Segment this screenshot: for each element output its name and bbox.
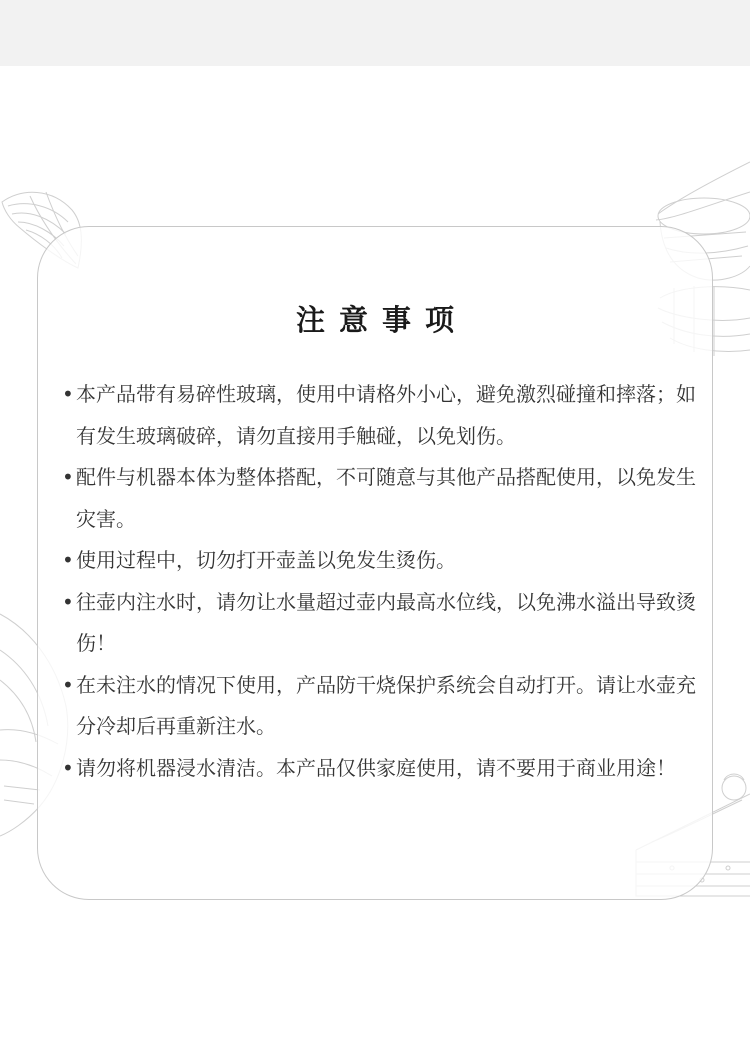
notice-item (62, 748, 698, 790)
notice-text: 本产品带有易碎性玻璃，使用中请格外小心，避免激烈碰撞和摔落；如有发生玻璃破碎，请勿直接用手触碰，以免划伤。 (76, 382, 696, 448)
notice-text: 请勿将机器浸水清洁。本产品仅供家庭使用，请不要用于商业用途！ (76, 755, 676, 780)
bullet-icon: • (62, 589, 74, 614)
bullet-icon: • (62, 382, 74, 406)
notice-text: 往壶内注水时，请勿让水量超过壶内最高水位线，以免沸水溢出导致烫伤！ (76, 589, 696, 655)
notice-item (62, 540, 698, 582)
notice-text: 使用过程中，切勿打开壶盖以免发生烫伤。 (76, 548, 456, 572)
top-band (0, 0, 750, 66)
notice-text: 在未注水的情况下使用，产品防干烧保护系统会自动打开。请让水壶充分冷却后再重新注水。 (76, 672, 696, 738)
notice-title: 注意事项 (295, 303, 468, 337)
bullet-icon: • (62, 755, 74, 780)
bullet-icon: • (62, 548, 74, 572)
notice-text: 配件与机器本体为整体搭配，不可随意与其他产品搭配使用，以免发生灾害。 (76, 465, 696, 531)
bullet-icon: • (62, 672, 74, 697)
notice-item (62, 374, 698, 457)
notice-list (62, 374, 698, 789)
notice-item (62, 457, 698, 540)
notice-item (62, 665, 698, 748)
bullet-icon: • (62, 465, 74, 489)
notice-item (62, 582, 698, 665)
